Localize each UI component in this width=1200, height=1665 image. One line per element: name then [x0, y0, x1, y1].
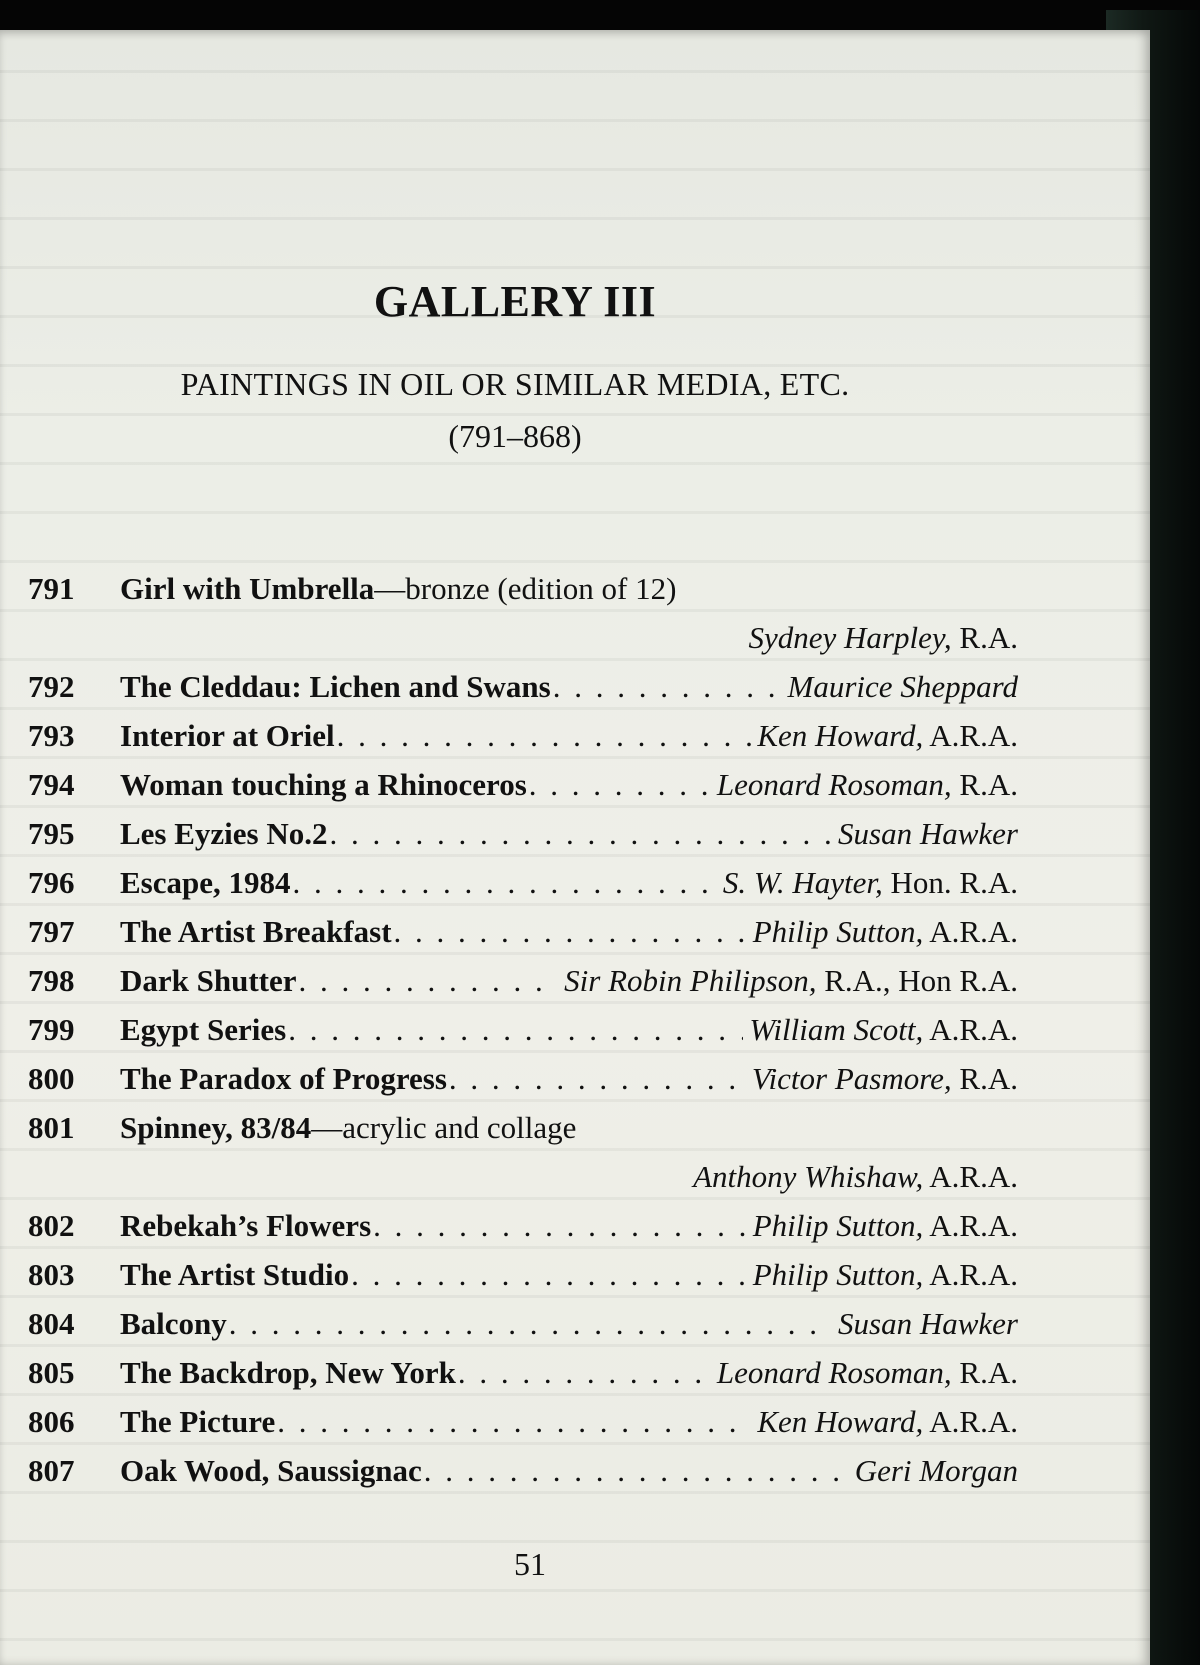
- entry-artist: [749, 1005, 1018, 1054]
- dot-leader: [529, 760, 711, 809]
- artist-honours: R.A.: [951, 1061, 1018, 1096]
- artist-name: Geri Morgan: [854, 1453, 1018, 1488]
- dot-leader: [373, 1201, 747, 1250]
- entry-artist: [855, 1446, 1018, 1495]
- catalogue-number-range: (791–868): [448, 418, 582, 454]
- entry-title: Spinney, 83/84: [120, 1110, 312, 1145]
- catalogue-entry: [28, 1005, 1018, 1054]
- entry-number: 792: [28, 669, 75, 704]
- artist-honours: R.A.: [951, 767, 1018, 802]
- entry-title: The Picture: [120, 1404, 276, 1439]
- artist-name: Philip Sutton,: [752, 914, 924, 949]
- dot-leader: [229, 1299, 832, 1348]
- entry-artist: [757, 711, 1018, 760]
- catalogue-entry: [28, 662, 1018, 711]
- artist-name: Susan Hawker: [838, 1306, 1018, 1341]
- entry-title: The Artist Breakfast: [120, 914, 392, 949]
- artist-name: Leonard Rosoman,: [716, 1355, 952, 1390]
- entry-title: The Cleddau: Lichen and Swans: [120, 669, 551, 704]
- catalogue-entry: [28, 858, 1018, 907]
- entry-number: 805: [28, 1355, 75, 1390]
- catalogue-entry: [28, 956, 1018, 1005]
- entry-line: [120, 1446, 1018, 1495]
- artist-honours: R.A., Hon R.A.: [816, 963, 1018, 998]
- catalogue-entry: [28, 760, 1018, 809]
- entry-number: 804: [28, 1306, 75, 1341]
- entry-title: Escape, 1984: [120, 865, 291, 900]
- gallery-subtitle: PAINTINGS IN OIL OR SIMILAR MEDIA, ETC.: [180, 366, 850, 402]
- entry-artist: [693, 1159, 1018, 1194]
- entry-title: Les Eyzies No.2: [120, 816, 328, 851]
- entry-artist: [723, 858, 1018, 907]
- entry-number: 797: [28, 914, 75, 949]
- entry-line: [120, 907, 1018, 956]
- artist-honours: A.R.A.: [923, 914, 1018, 949]
- artist-name: Susan Hawker: [838, 816, 1018, 851]
- artist-name: Ken Howard,: [757, 1404, 924, 1439]
- entry-number: 795: [28, 816, 75, 851]
- gallery-title: GALLERY III: [373, 277, 657, 326]
- dot-leader: [351, 1250, 747, 1299]
- artist-name: Sydney Harpley,: [748, 620, 952, 655]
- entry-number: 803: [28, 1257, 75, 1292]
- dot-leader: [458, 1348, 711, 1397]
- entry-title: Rebekah’s Flowers: [120, 1208, 372, 1243]
- entry-number: 799: [28, 1012, 75, 1047]
- dot-leader: [288, 1005, 743, 1054]
- entry-artist-line: [693, 1152, 1018, 1201]
- entry-number: 794: [28, 767, 75, 802]
- entry-artist: [753, 1201, 1018, 1250]
- catalogue-entry: [28, 564, 1018, 662]
- entry-line: [120, 1397, 1018, 1446]
- entry-artist: [838, 1299, 1018, 1348]
- artist-honours: Hon. R.A.: [882, 865, 1018, 900]
- entry-title: The Paradox of Progress: [120, 1061, 447, 1096]
- dot-leader: [293, 858, 717, 907]
- entry-artist-line: [749, 613, 1018, 662]
- entry-number: 807: [28, 1453, 75, 1488]
- catalogue-entry: [28, 1103, 1018, 1201]
- entry-artist: [753, 907, 1018, 956]
- catalogue-entry: [28, 809, 1018, 858]
- entry-medium: —bronze (edition of 12): [374, 571, 677, 606]
- artist-honours: A.R.A.: [923, 718, 1018, 753]
- catalogue-entry: [28, 1054, 1018, 1103]
- entry-line: [120, 564, 1018, 613]
- entry-number: 806: [28, 1404, 75, 1439]
- entry-artist: [717, 760, 1018, 809]
- entry-line: [120, 662, 1018, 711]
- catalogue-entry: [28, 711, 1018, 760]
- entry-title: Egypt Series: [120, 1012, 287, 1047]
- catalogue-entry: [28, 1397, 1018, 1446]
- dot-leader: [299, 956, 559, 1005]
- entry-title: Oak Wood, Saussignac: [120, 1453, 422, 1488]
- dot-leader: [449, 1054, 746, 1103]
- entry-medium: —acrylic and collage: [311, 1110, 577, 1145]
- entry-line: [120, 1250, 1018, 1299]
- artist-name: William Scott,: [749, 1012, 924, 1047]
- catalogue-entry: [28, 1348, 1018, 1397]
- entry-number: 801: [28, 1110, 75, 1145]
- entry-line: [120, 956, 1018, 1005]
- entry-artist: [753, 1250, 1018, 1299]
- entry-number: 798: [28, 963, 75, 998]
- entry-line: [120, 1054, 1018, 1103]
- entry-title: Interior at Oriel: [120, 718, 335, 753]
- entry-line: [120, 1299, 1018, 1348]
- entry-line: [120, 760, 1018, 809]
- artist-honours: A.R.A.: [923, 1404, 1018, 1439]
- entry-title: Woman touching a Rhinoceros: [120, 767, 527, 802]
- catalogue-entry: [28, 1446, 1018, 1495]
- entry-title: Girl with Umbrella: [120, 571, 375, 606]
- entry-artist: [838, 809, 1018, 858]
- artist-name: Philip Sutton,: [752, 1257, 924, 1292]
- artist-honours: A.R.A.: [923, 1208, 1018, 1243]
- dot-leader: [330, 809, 833, 858]
- entry-title: The Backdrop, New York: [120, 1355, 456, 1390]
- entry-number: 791: [28, 571, 75, 606]
- dot-leader: [277, 1397, 751, 1446]
- artist-honours: A.R.A.: [923, 1012, 1018, 1047]
- entry-line: [120, 1201, 1018, 1250]
- artist-honours: A.R.A.: [923, 1257, 1018, 1292]
- entry-artist: [752, 1054, 1018, 1103]
- artist-name: Philip Sutton,: [752, 1208, 924, 1243]
- entry-line: [120, 809, 1018, 858]
- entry-title: Dark Shutter: [120, 963, 297, 998]
- dot-leader: [553, 662, 782, 711]
- entry-line: [120, 1103, 1018, 1152]
- dot-leader: [337, 711, 752, 760]
- entry-artist: [564, 956, 1018, 1005]
- entry-artist: [788, 662, 1018, 711]
- catalogue-entry: [28, 907, 1018, 956]
- dot-leader: [424, 1446, 849, 1495]
- entry-line: [120, 1005, 1018, 1054]
- entry-line: [120, 1348, 1018, 1397]
- entry-artist: [749, 620, 1018, 655]
- entry-number: 800: [28, 1061, 75, 1096]
- page-number: 51: [514, 1546, 546, 1582]
- entry-artist: [757, 1397, 1018, 1446]
- artist-name: Ken Howard,: [757, 718, 924, 753]
- entry-list: [28, 564, 1018, 1495]
- artist-name: S. W. Hayter,: [722, 865, 883, 900]
- entry-number: 796: [28, 865, 75, 900]
- entry-line: [120, 858, 1018, 907]
- artist-honours: A.R.A.: [923, 1159, 1018, 1194]
- entry-artist: [717, 1348, 1018, 1397]
- artist-honours: R.A.: [951, 620, 1018, 655]
- entry-number: 802: [28, 1208, 75, 1243]
- page-content: [0, 30, 1150, 1665]
- artist-name: Maurice Sheppard: [787, 669, 1018, 704]
- entry-title: Balcony: [120, 1306, 227, 1341]
- catalogue-page: [0, 30, 1150, 1665]
- catalogue-entry: [28, 1201, 1018, 1250]
- entry-line: [120, 711, 1018, 760]
- entry-number: 793: [28, 718, 75, 753]
- dot-leader: [394, 907, 747, 956]
- artist-honours: R.A.: [951, 1355, 1018, 1390]
- entry-title: The Artist Studio: [120, 1257, 350, 1292]
- artist-name: Sir Robin Philipson,: [564, 963, 817, 998]
- artist-name: Victor Pasmore,: [751, 1061, 952, 1096]
- artist-name: Anthony Whishaw,: [693, 1159, 924, 1194]
- catalogue-entry: [28, 1299, 1018, 1348]
- catalogue-entry: [28, 1250, 1018, 1299]
- artist-name: Leonard Rosoman,: [716, 767, 952, 802]
